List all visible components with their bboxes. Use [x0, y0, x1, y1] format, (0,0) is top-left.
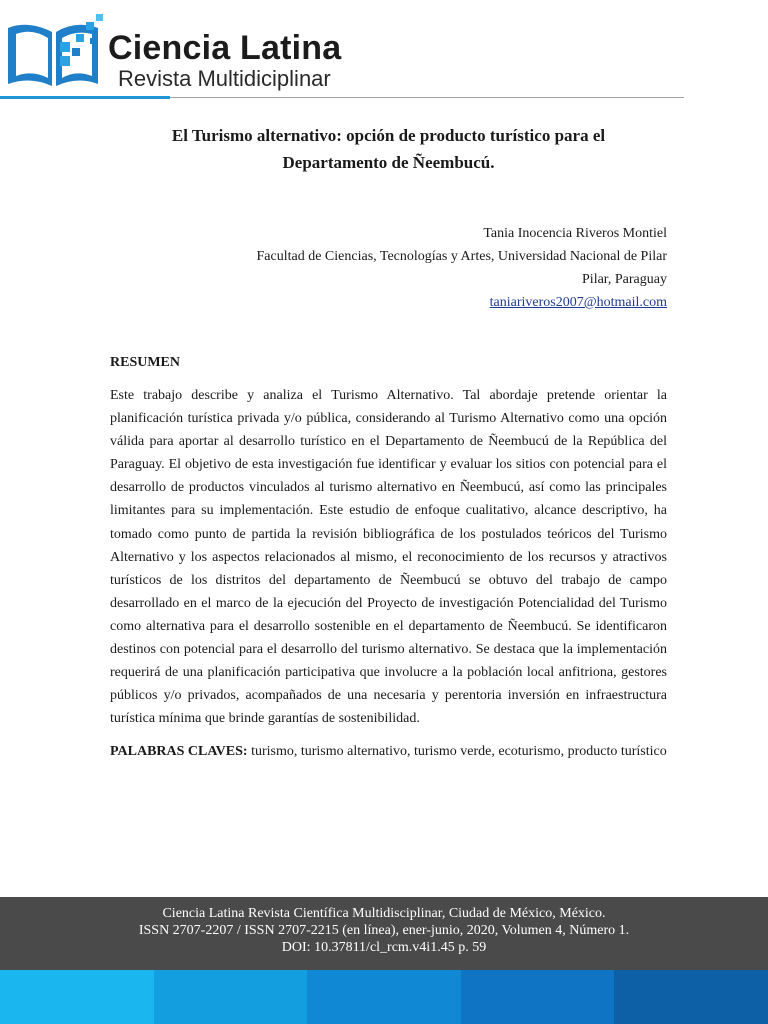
footer-stripe	[307, 970, 461, 1024]
footer-text	[0, 905, 768, 956]
footer-stripe	[614, 970, 768, 1024]
header-rule	[170, 97, 684, 98]
footer-line-1: Ciencia Latina Revista Científica Multidisciplinar, Ciudad de México, México.	[162, 906, 606, 921]
header-accent-rule	[0, 96, 170, 99]
author-block	[110, 222, 667, 314]
keywords	[110, 740, 667, 763]
footer-stripe	[154, 970, 308, 1024]
footer-line-2: ISSN 2707-2207 / ISSN 2707-2215 (en línea), ener-junio, 2020, Volumen 4, Número 1.	[138, 923, 630, 938]
paper-title	[110, 122, 667, 176]
footer-line-3: DOI: 10.37811/cl_rcm.v4i1.45 p. 59	[281, 940, 487, 955]
author-location: Pilar, Paraguay	[582, 272, 667, 287]
keywords-label: PALABRAS CLAVES:	[110, 744, 248, 759]
author-email-link[interactable]: taniariveros2007@hotmail.com	[489, 295, 667, 310]
journal-logo-icon	[6, 12, 106, 88]
keywords-list: turismo, turismo alternativo, turismo verde, ecoturismo, producto turístico	[247, 744, 667, 759]
footer-stripe	[461, 970, 615, 1024]
author-affiliation: Facultad de Ciencias, Tecnologías y Artes, Universidad Nacional de Pilar	[256, 249, 667, 264]
abstract-text: Este trabajo describe y analiza el Turismo Alternativo. Tal abordaje pretende orientar la planificación turística privada y/o pública, considerando al Turismo Alternativo como una opción válida para aportar al desarrollo turístico en el Departamento de Ñeembucú de la República del Paraguay. El objetivo de esta investigación fue identificar y evaluar los sitios con potencial para el desarrollo de productos vinculados al turismo alternativo en Ñeembucú, así como las principales limitantes para su implementación. Este estudio de enfoque cualitativo, alcance descriptivo, ha tomado como punto de partida la revisión bibliográfica de los postulados teóricos del Turismo Alternativo y los aspectos relacionados al mismo, el reconocimiento de los recursos y atractivos turísticos de los distritos del departamento de Ñeembucú se obtuvo del trabajo de campo desarrollado en el marco de la ejecución del Proyecto de investigación Potencialidad del Turismo como alternativa para el desarrollo sostenible en el departamento de Ñeembucú. Se identificaron destinos con potencial para el desarrollo del turismo alternativo. Se destaca que la implementación requerirá de una planificación participativa que involucre a la población local anfitriona, gestores públicos y/o privados, acompañados de una necesaria y perentoria inversión en infraestructura turística mínima que brinde garantías de sostenibilidad.	[110, 388, 667, 727]
journal-subtitle: Revista Multidiciplinar	[118, 66, 331, 91]
footer-stripe	[0, 970, 154, 1024]
abstract-heading: RESUMEN	[110, 355, 181, 370]
author-name: Tania Inocencia Riveros Montiel	[483, 226, 667, 241]
journal-name: Ciencia Latina	[108, 29, 342, 67]
paper-title-line-1: El Turismo alternativo: opción de producto turístico para el	[171, 126, 606, 145]
footer-color-stripes	[0, 970, 768, 1024]
paper-title-line-2: Departamento de Ñeembucú.	[282, 153, 495, 172]
